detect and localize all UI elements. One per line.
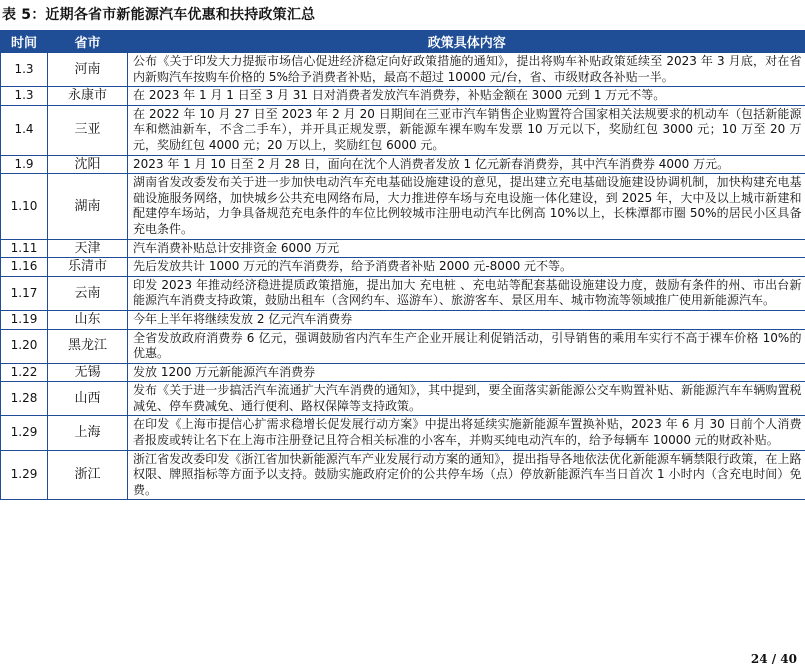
row-content: 在印发《上海市提信心扩需求稳增长促发展行动方案》中提出将延续实施新能源车置换补贴，2023 年 6 月 30 日前个人消费者报废或转让名下在上海市注册登记且符合相关标准的小客车，并购买纯电动汽车的，给予每辆车 10000 元的财政补贴。 [128,416,805,450]
row-region: 云南 [48,276,128,310]
row-region: 黑龙江 [48,329,128,363]
table-row [1,310,805,329]
table-body [1,53,805,500]
row-region: 无锡 [48,363,128,382]
row-region: 三亚 [48,105,128,155]
table-header-row [1,30,805,53]
table-caption: 表 5：近期各省市新能源汽车优惠和扶持政策汇总 [2,7,316,23]
table-row [1,105,805,155]
row-date: 1.17 [1,276,48,310]
row-date: 1.11 [1,239,48,258]
table-row [1,174,805,239]
table-row [1,382,805,416]
table-row [1,450,805,500]
row-region: 永康市 [48,87,128,106]
table-row [1,363,805,382]
row-date: 1.4 [1,105,48,155]
row-date: 1.29 [1,416,48,450]
row-date: 1.20 [1,329,48,363]
row-region: 河南 [48,53,128,87]
row-region: 天津 [48,239,128,258]
row-content: 2023 年 1 月 10 日至 2 月 28 日，面向在沈个人消费者发放 1 亿元新春消费券，其中汽车消费券 4000 万元。 [128,155,805,174]
row-date: 1.22 [1,363,48,382]
header-region: 省市 [48,30,128,53]
row-date: 1.3 [1,53,48,87]
row-date: 1.9 [1,155,48,174]
row-region: 湖南 [48,174,128,239]
row-date: 1.10 [1,174,48,239]
policy-table [0,30,805,500]
row-content: 在 2022 年 10 月 27 日至 2023 年 2 月 20 日期间在三亚市汽车销售企业购置符合国家相关法规要求的机动车（包括新能源车和燃油新车，不含二手车），并开具正规发票，新能源车裸车购车发票 10 万元以下，奖励红包 3000 元；10 万至 20 万元，奖励红包 4000 元；20 万以上，奖励红包 6000 元。 [128,105,805,155]
table-row [1,155,805,174]
row-date: 1.28 [1,382,48,416]
header-date: 时间 [1,30,48,53]
page-number: 24 / 40 [750,652,797,666]
row-region: 山东 [48,310,128,329]
row-content: 今年上半年将继续发放 2 亿元汽车消费券 [128,310,805,329]
row-content: 发放 1200 万元新能源汽车消费券 [128,363,805,382]
row-content: 湖南省发改委发布关于进一步加快电动汽车充电基础设施建设的意见，提出建立充电基础设施建设协调机制，加快构建充电基础设施服务网络，加快城乡公共充电网络布局，大力推进停车场与充电设施一体化建设，到 2025 年，大中及以上城市新建和配建停车场站，力争具备规范充电条件的车位比例较城市注册电动汽车比例高 10%以上，长株潭都市圈 50%的居民小区具备充电条件。 [128,174,805,239]
table-row [1,87,805,106]
row-content: 先后发放共计 1000 万元的汽车消费券，给予消费者补贴 2000 元-8000 元不等。 [128,258,805,277]
row-content: 全省发放政府消费券 6 亿元，强调鼓励省内汽车生产企业开展让利促销活动，引导销售的乘用车实行不高于裸车价格 10%的优惠。 [128,329,805,363]
row-date: 1.3 [1,87,48,106]
row-region: 山西 [48,382,128,416]
row-content: 公布《关于印发大力提振市场信心促进经济稳定向好政策措施的通知》，提出将购车补贴政策延续至 2023 年 3 月底，对在省内新购汽车按购车价格的 5%给予消费者补贴，最高不超过 10000 元/台，省、市级财政各补贴一半。 [128,53,805,87]
table-row [1,416,805,450]
table-row [1,258,805,277]
row-content: 浙江省发改委印发《浙江省加快新能源汽车产业发展行动方案的通知》，提出指导各地依法优化新能源车辆禁限行政策，在上路权限、牌照指标等方面予以支持。鼓励实施政府定价的公共停车场（点）停放新能源汽车当日首次 1 小时内（含充电时间）免费。 [128,450,805,500]
row-region: 沈阳 [48,155,128,174]
row-date: 1.19 [1,310,48,329]
row-content: 在 2023 年 1 月 1 日至 3 月 31 日对消费者发放汽车消费券，补贴金额在 3000 元到 1 万元不等。 [128,87,805,106]
row-date: 1.29 [1,450,48,500]
table-row [1,53,805,87]
row-content: 印发 2023 年推动经济稳进提质政策措施，提出加大 充电桩 、充电站等配套基础设施建设力度，鼓励有条件的州、市出台新能源汽车消费支持政策，鼓励出租车（含网约车、巡游车）、旅游客车、景区用车、城市物流等领域推广使用新能源汽车。 [128,276,805,310]
table-row [1,239,805,258]
row-content: 汽车消费补贴总计安排资金 6000 万元 [128,239,805,258]
table-row [1,329,805,363]
header-content: 政策具体内容 [128,30,805,53]
row-date: 1.16 [1,258,48,277]
table-row [1,276,805,310]
row-region: 浙江 [48,450,128,500]
row-content: 发布《关于进一步搞活汽车流通扩大汽车消费的通知》，其中提到，要全面落实新能源公交车购置补贴、新能源汽车车辆购置税减免、停车费减免、通行便利、路权保障等支持政策。 [128,382,805,416]
row-region: 乐清市 [48,258,128,277]
row-region: 上海 [48,416,128,450]
